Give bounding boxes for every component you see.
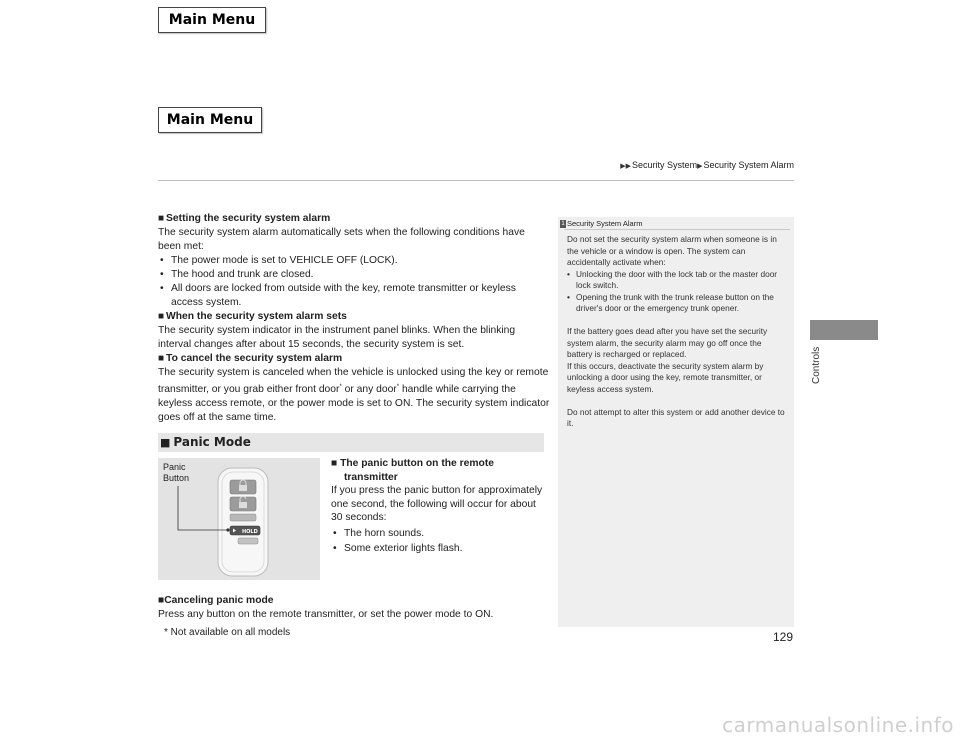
note-list	[567, 269, 789, 315]
setting-conditions-list	[158, 254, 550, 310]
square-bullet-icon: ■	[160, 436, 171, 449]
canceling-panic-heading: ■Canceling panic mode	[158, 595, 274, 606]
panic-mode-heading: ■ Panic Mode	[158, 433, 544, 452]
list-item: • Unlocking the door with the lock tab or the master door lock switch.	[567, 269, 789, 292]
canceling-panic-section	[158, 594, 558, 622]
square-bullet-icon: ■	[331, 458, 341, 469]
footnote: * Not available on all models	[164, 627, 291, 638]
note-number-badge: 1	[561, 221, 565, 227]
note-paragraph: Do not set the security system alarm when someone is in the vehicle or a window is open. The system can accidentally activate when:	[567, 234, 777, 267]
cancel-alarm-body: The security system is canceled when the vehicle is unlocked using the key or remote transmitter, or you grab either front door* or any door* handle while carrying the keyless access remote, or the power mode is set to ON. The security system indicator goes off at the same time.	[158, 367, 550, 423]
note-body	[567, 234, 789, 430]
main-menu-button-secondary[interactable]: Main Menu	[158, 107, 262, 133]
note-paragraph: If this occurs, deactivate the security system alarm by unlocking a door using the key, remote transmitter, or keyless access system.	[567, 360, 764, 394]
side-note-panel	[558, 217, 794, 627]
panic-button-callout: Panic Button	[163, 462, 190, 483]
list-item: • The power mode is set to VEHICLE OFF (LOCK).	[158, 254, 550, 268]
list-item: • All doors are locked from outside with the key, remote transmitter or keyless access system.	[158, 282, 550, 310]
canceling-panic-body: Press any button on the remote transmitter, or set the power mode to ON.	[158, 609, 494, 620]
section-tab-label: Controls	[811, 346, 822, 384]
square-bullet-icon: ■	[158, 353, 165, 364]
note-paragraph: If the battery goes dead after you have set the security system alarm, the security alarm may go off once the battery is recharged or replaced.	[567, 326, 768, 359]
footnote-asterisk[interactable]: *	[339, 384, 342, 390]
page-number: 129	[773, 630, 794, 644]
triangle-right-icon: ▶	[697, 163, 703, 170]
panic-button-intro: If you press the panic button for approximately one second, the following will occur for about 30 seconds:	[331, 485, 543, 523]
list-item: • The hood and trunk are closed.	[158, 268, 550, 282]
setting-section	[158, 212, 550, 310]
list-item: • Opening the trunk with the trunk release button on the driver's door or the emergency trunk opener.	[567, 292, 789, 315]
when-sets-section	[158, 310, 550, 352]
header-divider	[158, 180, 794, 181]
footnote-asterisk[interactable]: *	[396, 384, 400, 390]
square-bullet-icon: ■	[158, 595, 165, 606]
setting-intro: The security system alarm automatically sets when the following conditions have been met:	[158, 227, 525, 252]
panic-button-heading: ■ The panic button on the remote transmitter	[331, 458, 494, 483]
setting-heading: ■ Setting the security system alarm	[158, 213, 331, 224]
cancel-alarm-heading: ■ To cancel the security system alarm	[158, 353, 343, 364]
note-paragraph: Do not attempt to alter this system or add another device to it.	[567, 406, 785, 428]
hold-label: HOLD	[242, 529, 258, 535]
main-menu-button[interactable]: Main Menu	[158, 7, 266, 33]
breadcrumb	[620, 160, 794, 170]
main-content	[158, 212, 550, 425]
panic-effects-list	[331, 527, 549, 556]
breadcrumb-security-system[interactable]: Security System	[632, 160, 698, 170]
note-title: 1 Security System Alarm	[561, 219, 643, 228]
note-divider	[564, 229, 790, 230]
section-tab-marker[interactable]	[810, 320, 878, 340]
when-sets-body: The security system indicator in the instrument panel blinks. When the blinking interval changes after about 15 seconds, the security system is set.	[158, 325, 516, 350]
list-item: • The horn sounds.	[331, 527, 549, 541]
square-bullet-icon: ■	[158, 311, 165, 322]
square-bullet-icon: ■	[158, 213, 165, 224]
watermark: carmanualsonline.info	[722, 713, 954, 737]
list-item: • Some exterior lights flash.	[331, 542, 549, 556]
breadcrumb-security-system-alarm: Security System Alarm	[703, 160, 794, 170]
panic-button-section	[331, 457, 549, 556]
cancel-alarm-section	[158, 352, 550, 425]
when-sets-heading: ■ When the security system alarm sets	[158, 311, 347, 322]
triangle-right-icon: ▶▶	[620, 163, 632, 170]
